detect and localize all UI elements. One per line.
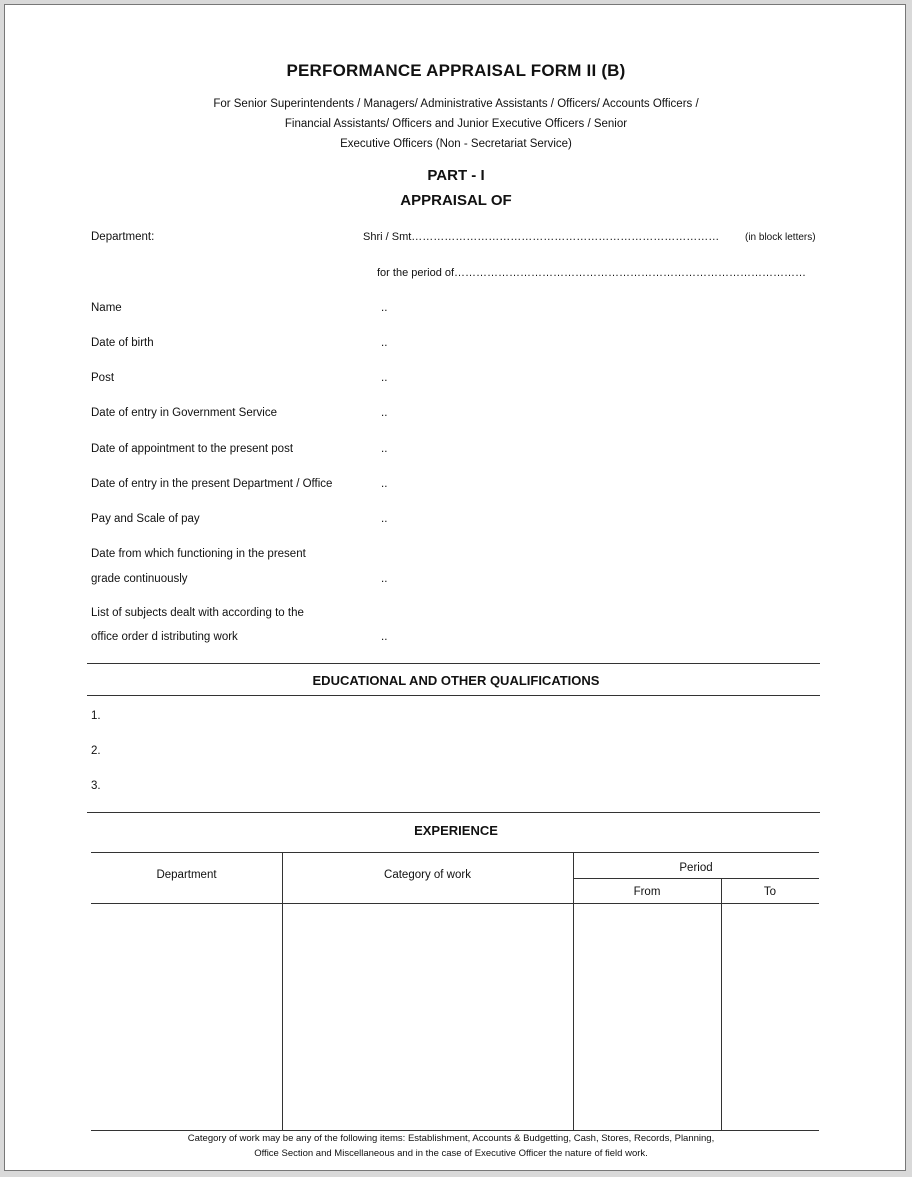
- dept-entry-label: Date of entry in the present Department / Office: [91, 478, 333, 490]
- footnote-line-2: Office Section and Miscellaneous and in the case of Executive Officer the nature of field work.: [254, 1148, 648, 1159]
- qualification-item-1[interactable]: 1.: [91, 710, 101, 722]
- post-label: Post: [91, 372, 115, 384]
- dept-entry-value[interactable]: ..: [381, 478, 388, 490]
- govt-entry-value[interactable]: ..: [381, 407, 388, 419]
- qualification-item-2[interactable]: 2.: [91, 745, 101, 757]
- department-entry-cell[interactable]: [93, 906, 280, 1128]
- column-header-to: To: [763, 886, 777, 898]
- block-letters-note: (in block letters): [745, 232, 816, 243]
- dob-value[interactable]: ..: [381, 337, 388, 349]
- govt-entry-label: Date of entry in Government Service: [91, 407, 277, 419]
- column-divider: [721, 878, 722, 1130]
- name-value[interactable]: ..: [381, 302, 388, 314]
- form-title: PERFORMANCE APPRAISAL FORM II (B): [286, 61, 626, 80]
- department-label: Department:: [91, 231, 155, 243]
- part-heading: PART - I: [427, 167, 485, 184]
- column-header-from: From: [633, 886, 661, 898]
- footnote-line-1: Category of work may be any of the following items: Establishment, Accounts & Budgetting, Cash, Stores, Records, Planning,: [187, 1133, 715, 1144]
- period-field[interactable]: for the period of……………………………………………………………………………………: [377, 267, 807, 279]
- post-value[interactable]: ..: [381, 372, 388, 384]
- subjects-label: List of subjects dealt with according to the: [91, 607, 304, 619]
- appointment-label: Date of appointment to the present post: [91, 443, 294, 455]
- period-divider: [573, 878, 819, 879]
- column-divider: [282, 852, 283, 1130]
- functioning-date-value[interactable]: ..: [381, 573, 388, 585]
- functioning-date-label: Date from which functioning in the present: [91, 548, 306, 560]
- divider: [87, 663, 820, 664]
- name-label: Name: [91, 302, 122, 314]
- column-header-period: Period: [679, 862, 713, 874]
- dob-label: Date of birth: [91, 337, 154, 349]
- pay-scale-value[interactable]: ..: [381, 513, 388, 525]
- appraisal-of-heading: APPRAISAL OF: [400, 192, 512, 209]
- divider: [87, 812, 820, 813]
- column-header-department: Department: [156, 869, 217, 881]
- form-subtitle-line-2: Financial Assistants/ Officers and Junior Executive Officers / Senior: [284, 118, 628, 130]
- table-top-border: [91, 852, 819, 853]
- form-subtitle-line-1: For Senior Superintendents / Managers/ Administrative Assistants / Officers/ Accounts Officers /: [213, 98, 699, 110]
- form-subtitle-line-3: Executive Officers (Non - Secretariat Service): [340, 138, 572, 150]
- shri-smt-field[interactable]: Shri / Smt…………………………………………………………………………: [363, 231, 720, 243]
- pay-scale-label: Pay and Scale of pay: [91, 513, 200, 525]
- experience-title: EXPERIENCE: [414, 823, 498, 838]
- divider: [87, 695, 820, 696]
- column-header-category: Category of work: [384, 869, 471, 881]
- from-entry-cell[interactable]: [576, 906, 719, 1128]
- subjects-label-2: office order d istributing work: [91, 631, 238, 643]
- to-entry-cell[interactable]: [724, 906, 817, 1128]
- subjects-value[interactable]: ..: [381, 631, 388, 643]
- qualification-item-3[interactable]: 3.: [91, 780, 101, 792]
- functioning-date-label-2: grade continuously: [91, 573, 188, 585]
- category-entry-cell[interactable]: [285, 906, 571, 1128]
- qualifications-title: EDUCATIONAL AND OTHER QUALIFICATIONS: [312, 673, 600, 688]
- table-header-bottom: [91, 903, 819, 904]
- appointment-value[interactable]: ..: [381, 443, 388, 455]
- table-bottom-border: [91, 1130, 819, 1131]
